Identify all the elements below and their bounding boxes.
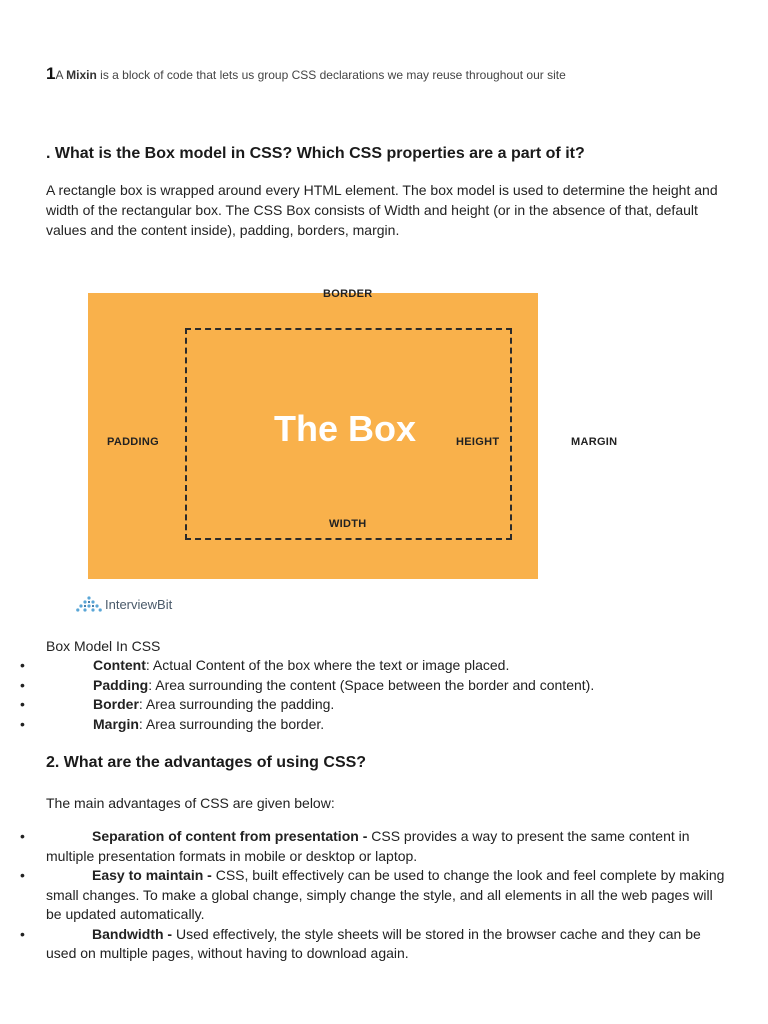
interviewbit-logo-text: InterviewBit [105, 596, 173, 612]
item-term: Content [93, 657, 146, 673]
item-desc: Used effectively, the style sheets will be stored in the browser cache and they can be used on multiple pages, without having to download again. [46, 925, 701, 961]
box-model-paragraph: A rectangle box is wrapped around every HTML element. The box model is used to determine the height and width of the rectangular box. The CSS Box consists of Width and height (or in the absence of that, default values and the content inside), padding, borders, margin. [46, 182, 718, 238]
intro-prefix: A [55, 68, 67, 82]
label-padding: PADDING [107, 436, 160, 448]
item-desc: Area surrounding the border. [145, 715, 325, 732]
interviewbit-logo [76, 596, 172, 612]
list-item: • Border: Area surrounding the padding. [0, 695, 768, 715]
list-item [0, 827, 768, 866]
intro-keyword: Mixin [66, 68, 97, 82]
item-term: Easy to maintain - [92, 867, 216, 883]
figure-caption: Box Model In CSS [46, 638, 161, 654]
intro-number: 1 [46, 64, 56, 83]
item-term: Margin [93, 715, 139, 732]
the-box-title: The Box [274, 408, 417, 449]
list-item: • Margin: Area surrounding the border. [0, 715, 768, 735]
item-desc: CSS, built effectively can be used to change the look and feel complete by making small changes. To make a global change, simply change the style, and all elements in all the web pages will be updated automatically. [46, 867, 725, 922]
label-width: WIDTH [329, 518, 367, 530]
advantages-paragraph: The main advantages of CSS are given below: [46, 795, 335, 811]
advantages-list [0, 827, 768, 964]
interviewbit-logo-icon [76, 596, 102, 612]
bullet-icon: • [20, 828, 25, 844]
box-model-list [0, 656, 768, 734]
bullet-icon: • [20, 925, 25, 942]
bullet-icon: • [20, 715, 25, 732]
item-term: Bandwidth - [92, 925, 176, 942]
item-desc: Area surrounding the content (Space between the border and content). [155, 676, 595, 693]
label-border: BORDER [323, 288, 373, 300]
item-desc: CSS provides a way to present the same content in multiple presentation formats in mobile or desktop or laptop. [46, 828, 690, 864]
bullet-icon: • [20, 657, 25, 673]
item-term: Border [93, 696, 139, 712]
item-term: Padding [93, 676, 149, 693]
list-item: • Padding: Area surrounding the content (Space between the border and content). [0, 676, 768, 696]
label-margin: MARGIN [571, 436, 618, 448]
mixin-intro [46, 64, 566, 84]
list-item [0, 866, 768, 925]
box-model-figure [48, 262, 648, 630]
list-item [0, 925, 768, 964]
advantages-heading: 2. What are the advantages of using CSS? [46, 754, 367, 771]
list-item: • Content: Actual Content of the box where the text or image placed. [0, 656, 768, 676]
intro-text: is a block of code that lets us group CSS declarations we may reuse throughout our site [96, 68, 566, 82]
bullet-icon: • [20, 676, 25, 693]
item-desc: Area surrounding the padding. [145, 696, 335, 712]
bullet-icon: • [20, 867, 25, 883]
label-height: HEIGHT [456, 436, 500, 448]
item-desc: Actual Content of the box where the text or image placed. [152, 657, 510, 673]
box-model-heading: . What is the Box model in CSS? Which CSS properties are a part of it? [46, 145, 585, 162]
bullet-icon: • [20, 696, 25, 712]
item-term: Separation of content from presentation - [92, 828, 372, 844]
